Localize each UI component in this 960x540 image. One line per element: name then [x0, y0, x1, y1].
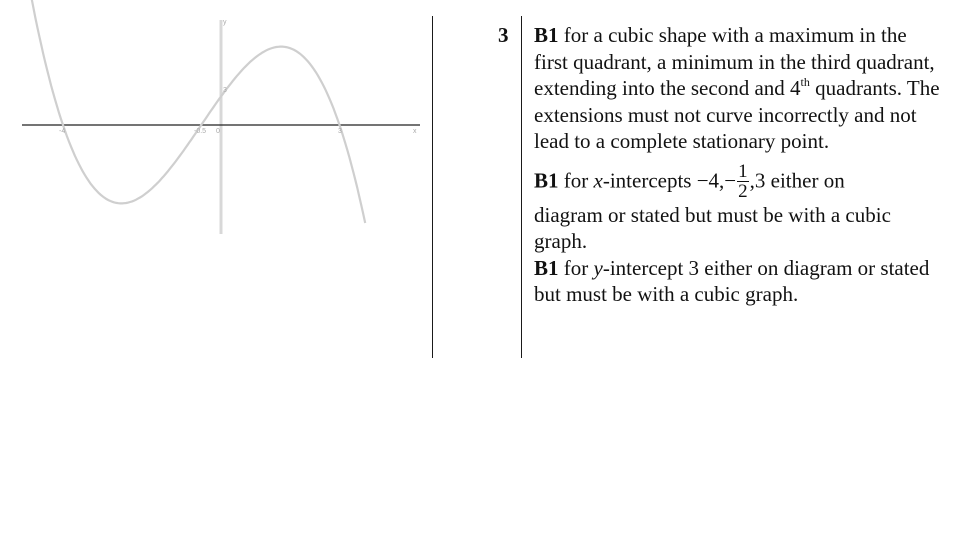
y-intercept-text: -intercept 3 either on diagram or stated but must be with a cubic graph. — [534, 255, 930, 306]
table-divider-left — [432, 16, 433, 358]
variable-y: y — [593, 255, 603, 280]
y-axis-label: y — [223, 19, 227, 26]
origin-label: 0 — [216, 128, 220, 135]
mark-text-for: for — [558, 167, 594, 192]
intercepts-text: -intercepts −4,− — [602, 167, 737, 192]
y-tick-label-3: 3 — [223, 87, 227, 94]
table-divider-right — [521, 16, 522, 358]
mark-b1-x-intercepts — [534, 160, 944, 255]
mark-text-for: for — [558, 255, 594, 280]
x-tick-label-neg4: -4 — [59, 128, 66, 135]
mark-b1-cubic-shape — [534, 22, 944, 155]
mark-code: B1 — [534, 255, 559, 280]
ordinal-suffix: th — [800, 75, 810, 89]
cubic-graph-sketch — [0, 0, 432, 360]
question-number: 3 — [498, 23, 509, 47]
x-axis-label: x — [413, 128, 417, 135]
cubic-graph-svg — [0, 0, 432, 360]
fraction-one-half — [737, 162, 749, 201]
mark-code: B1 — [534, 23, 559, 47]
x-tick-label-neg-half: -0.5 — [194, 128, 207, 135]
fraction-numerator: 1 — [738, 160, 748, 182]
x-tick-label-3: 3 — [338, 128, 342, 135]
mark-scheme — [534, 22, 944, 308]
cubic-curve — [27, 0, 365, 223]
intercepts-text-after: ,3 either on — [749, 167, 845, 192]
fraction-denominator: 2 — [738, 180, 748, 202]
mark-b1-y-intercept — [534, 255, 944, 308]
mark-text: for a cubic shape with a maximum in the first quadrant, a minimum in the third quadrant, extending into the second and 4 — [534, 23, 935, 100]
mark-text-cont: quadrants. The extensions must not curve incorrectly and not lead to a complete stationary point. — [534, 76, 940, 153]
x-intercepts-condition: diagram or stated but must be with a cubic graph. — [534, 202, 891, 253]
variable-x: x — [593, 167, 603, 192]
mark-code: B1 — [534, 167, 559, 192]
